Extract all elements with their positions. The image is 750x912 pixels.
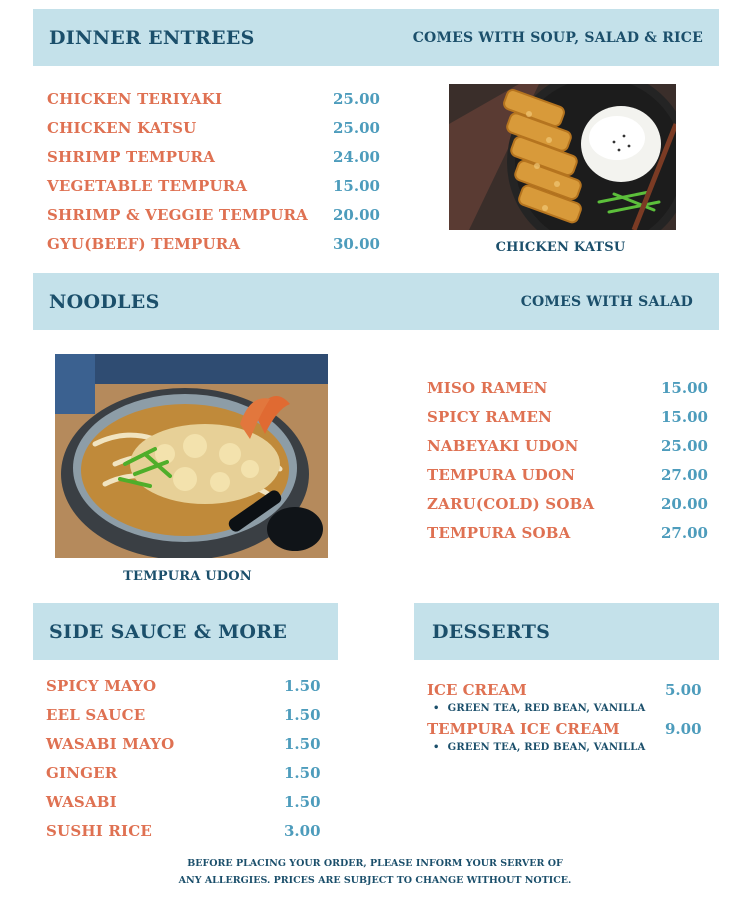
list-item: SUSHI RICE 3.00 [46, 822, 321, 840]
dinner-subtitle: COMES WITH SOUP, SALAD & RICE [412, 29, 703, 46]
list-item: SHRIMP & VEGGIE TEMPURA 20.00 [47, 206, 380, 224]
tempura-udon-caption: TEMPURA UDON [123, 569, 252, 584]
list-item: VEGETABLE TEMPURA 15.00 [47, 177, 380, 195]
list-item: TEMPURA UDON 27.00 [427, 466, 708, 484]
list-item: ICE CREAM 5.00 • GREEN TEA, RED BEAN, VANILLA [427, 681, 717, 714]
list-item: NABEYAKI UDON 25.00 [427, 437, 708, 455]
chicken-katsu-photo [449, 84, 676, 230]
desserts-title: DESSERTS [432, 620, 551, 643]
tempura-udon-photo [55, 354, 328, 558]
allergy-notice [150, 855, 600, 889]
list-item: SPICY RAMEN 15.00 [427, 408, 708, 426]
sides-list [46, 677, 326, 851]
list-item: TEMPURA ICE CREAM 9.00 • GREEN TEA, RED BEAN, VANILLA [427, 720, 717, 753]
list-item: MISO RAMEN 15.00 [427, 379, 708, 397]
noodles-title: NOODLES [49, 290, 160, 313]
list-item: TEMPURA SOBA 27.00 [427, 524, 708, 542]
chicken-katsu-image [449, 84, 676, 230]
list-item: SPICY MAYO 1.50 [46, 677, 321, 695]
list-item: SHRIMP TEMPURA 24.00 [47, 148, 380, 166]
allergy-notice-line-1: BEFORE PLACING YOUR ORDER, PLEASE INFORM YOUR SERVER OF [187, 858, 563, 869]
list-item: GYU(BEEF) TEMPURA 30.00 [47, 235, 380, 253]
list-item: EEL SAUCE 1.50 [46, 706, 321, 724]
flavor-list: • GREEN TEA, RED BEAN, VANILLA [433, 742, 717, 753]
sides-title: SIDE SAUCE & MORE [49, 620, 288, 643]
list-item: WASABI MAYO 1.50 [46, 735, 321, 753]
flavor-list: • GREEN TEA, RED BEAN, VANILLA [433, 703, 717, 714]
desserts-list [427, 681, 717, 759]
dinner-title: DINNER ENTREES [49, 26, 255, 49]
noodles-list [427, 379, 717, 553]
noodles-header [33, 273, 719, 330]
chicken-katsu-caption: CHICKEN KATSU [495, 240, 626, 255]
list-item: GINGER 1.50 [46, 764, 321, 782]
desserts-header [414, 603, 719, 660]
list-item: WASABI 1.50 [46, 793, 321, 811]
noodles-subtitle: COMES WITH SALAD [520, 293, 693, 310]
dinner-header [33, 9, 719, 66]
sides-header [33, 603, 338, 660]
allergy-notice-line-2: ANY ALLERGIES. PRICES ARE SUBJECT TO CHANGE WITHOUT NOTICE. [178, 875, 572, 886]
list-item: CHICKEN KATSU 25.00 [47, 119, 380, 137]
list-item: ZARU(COLD) SOBA 20.00 [427, 495, 708, 513]
dinner-list [47, 90, 380, 264]
tempura-udon-image [55, 354, 328, 558]
list-item: CHICKEN TERIYAKI 25.00 [47, 90, 380, 108]
